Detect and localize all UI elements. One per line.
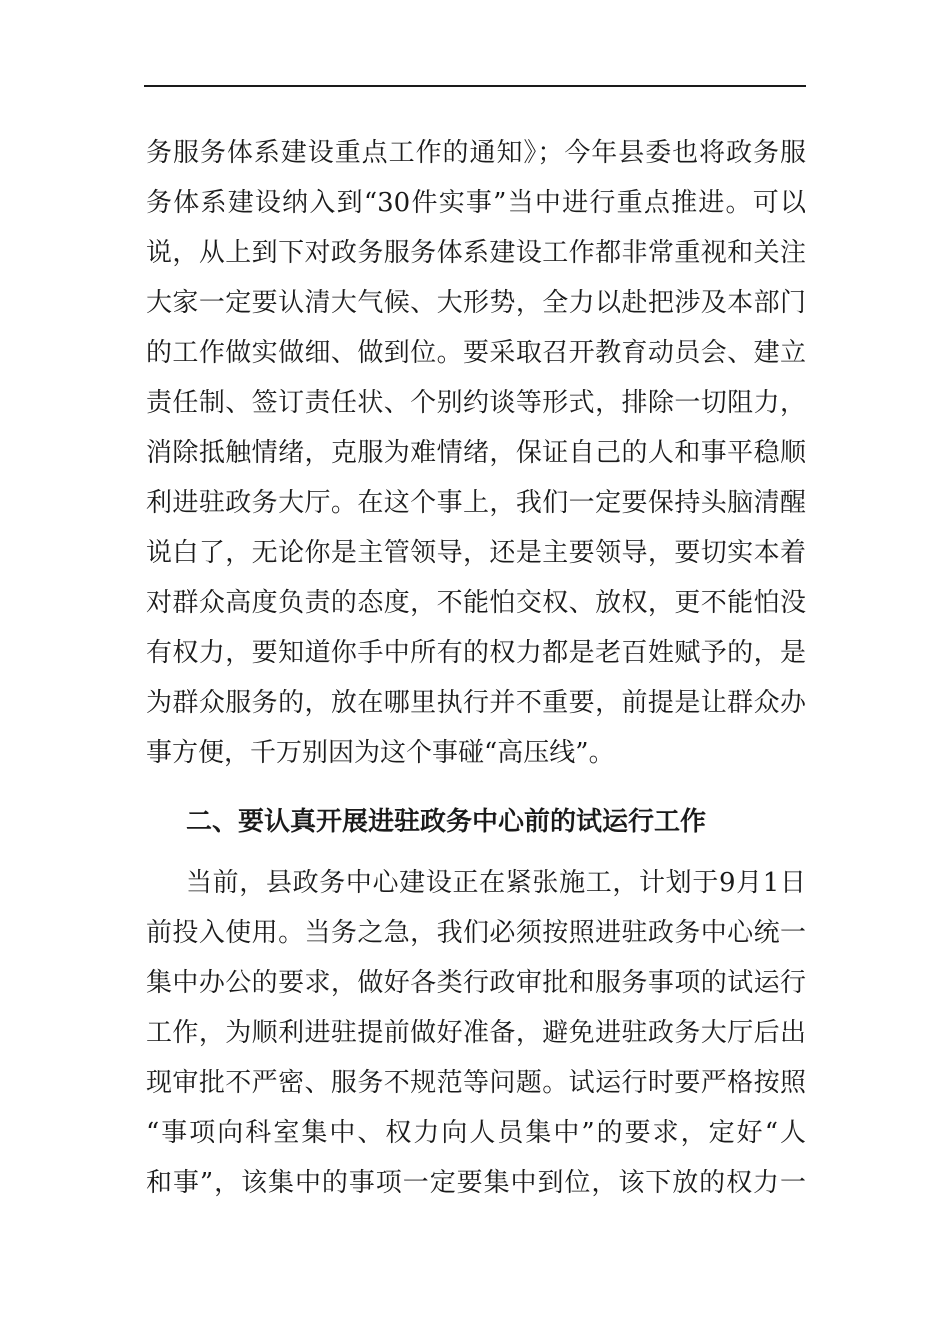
- text-line: 消除抵触情绪，克服为难情绪，保证自己的人和事平稳顺: [146, 438, 806, 468]
- text-line: 事方便，千万别因为这个事碰“高压线”。: [146, 738, 615, 768]
- text-line: 工作，为顺利进驻提前做好准备，避免进驻政务大厅后出: [146, 1018, 806, 1048]
- text-line: 大家一定要认清大气候、大形势，全力以赴把涉及本部门: [146, 288, 806, 318]
- text-line: 的工作做实做细、做到位。要采取召开教育动员会、建立: [146, 338, 806, 368]
- text-line: 务服务体系建设重点工作的通知》；今年县委也将政务服: [146, 138, 806, 168]
- text-line: 说白了，无论你是主管领导，还是主要领导，要切实本着: [146, 538, 806, 568]
- text-line: 和事”，该集中的事项一定要集中到位，该下放的权力一: [146, 1168, 806, 1198]
- header-rule: [144, 85, 806, 87]
- text-line: 前投入使用。当务之急，我们必须按照进驻政务中心统一: [146, 918, 806, 948]
- text-line: 集中办公的要求，做好各类行政审批和服务事项的试运行: [146, 968, 806, 998]
- text-line: 现审批不严密、服务不规范等问题。试运行时要严格按照: [146, 1068, 806, 1098]
- text-line: 为群众服务的，放在哪里执行并不重要，前提是让群众办: [146, 688, 806, 718]
- text-line: 当前，县政务中心建设正在紧张施工，计划于9月1日: [186, 868, 806, 898]
- text-line: 有权力，要知道你手中所有的权力都是老百姓赋予的，是: [146, 638, 806, 668]
- document-body: [146, 128, 806, 1208]
- text-line: 利进驻政务大厅。在这个事上，我们一定要保持头脑清醒: [146, 488, 806, 518]
- text-line: 责任制、签订责任状、个别约谈等形式，排除一切阻力，: [146, 388, 806, 418]
- text-line: 说，从上到下对政务服务体系建设工作都非常重视和关注: [146, 238, 806, 268]
- paragraph-2: [146, 858, 806, 1208]
- text-line: 对群众高度负责的态度，不能怕交权、放权，更不能怕没: [146, 588, 806, 618]
- section-heading: 二、要认真开展进驻政务中心前的试运行工作: [186, 807, 707, 837]
- text-line: 务体系建设纳入到“30件实事”当中进行重点推进。可以: [146, 188, 806, 218]
- paragraph-1: [146, 128, 806, 778]
- text-line: “事项向科室集中、权力向人员集中”的要求，定好“人: [146, 1118, 806, 1148]
